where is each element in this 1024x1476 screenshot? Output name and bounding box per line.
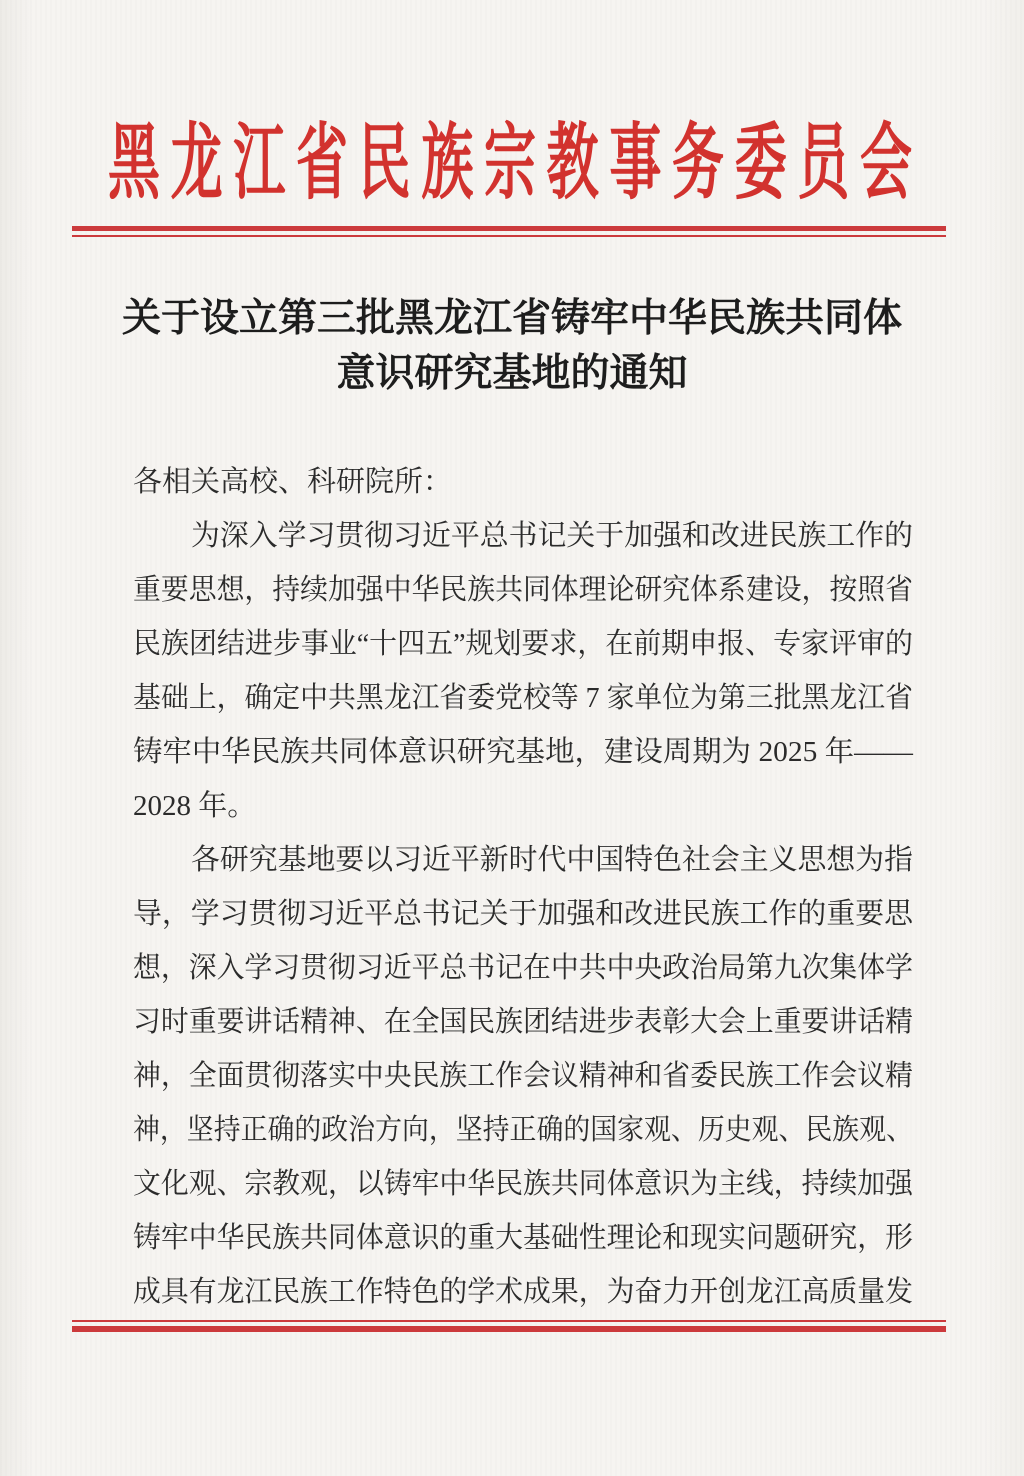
body-line-text: 铸牢中华民族共同体意识的重大基础性理论和现实问题研究，形: [133, 1222, 913, 1254]
salutation-line: [133, 455, 913, 509]
body-line: [133, 671, 913, 725]
body-line-text: 重要思想，持续加强中华民族共同体理论研究体系建设，按照省: [133, 574, 913, 606]
salutation-text: 各相关高校、科研院所：: [133, 466, 453, 498]
body-line: [133, 995, 913, 1049]
body-line: [133, 779, 913, 833]
body-line-text: 想，深入学习贯彻习近平总书记在中共中央政治局第九次集体学: [133, 952, 913, 984]
body-line: [133, 833, 913, 887]
body-line-text: 神，全面贯彻落实中央民族工作会议精神和省委民族工作会议精: [133, 1060, 913, 1092]
body-line-text: 为深入学习贯彻习近平总书记关于加强和改进民族工作的: [191, 520, 913, 552]
letterhead-divider-thin-line: [72, 235, 946, 237]
footer-divider-thick-line: [72, 1326, 946, 1332]
body-line: [133, 563, 913, 617]
body-line-text: 铸牢中华民族共同体意识研究基地，建设周期为 2025 年——: [133, 736, 913, 768]
letterhead-agency-name: 黑龙江省民族宗教事务委员会: [108, 118, 912, 210]
body-line: [133, 1049, 913, 1103]
body-line: [133, 887, 913, 941]
body-line-text: 各研究基地要以习近平新时代中国特色社会主义思想为指: [191, 844, 913, 876]
body-line-text: 文化观、宗教观，以铸牢中华民族共同体意识为主线，持续加强: [133, 1168, 913, 1200]
body-line-text: 导，学习贯彻习近平总书记关于加强和改进民族工作的重要思: [133, 898, 913, 930]
body-line-text: 成具有龙江民族工作特色的学术成果，为奋力开创龙江高质量发: [133, 1276, 913, 1308]
body-line: [133, 509, 913, 563]
body-line: [133, 1265, 913, 1319]
body-line-text: 神，坚持正确的政治方向，坚持正确的国家观、历史观、民族观、: [133, 1114, 913, 1146]
document-title-line1: 关于设立第三批黑龙江省铸牢中华民族共同体: [121, 297, 902, 340]
body-line-text: 习时重要讲话精神、在全国民族团结进步表彰大会上重要讲话精: [133, 1006, 913, 1038]
body-line-text: 基础上，确定中共黑龙江省委党校等 7 家单位为第三批黑龙江省: [133, 682, 913, 714]
body-line: [133, 941, 913, 995]
footer-divider-thin-line: [72, 1320, 946, 1322]
footer-divider: [72, 1320, 946, 1332]
letterhead-divider-thick-line: [72, 226, 946, 231]
document-title-line2: 意识研究基地的通知: [336, 352, 688, 395]
body-line: [133, 1103, 913, 1157]
body-line: [133, 1157, 913, 1211]
letterhead-divider: [72, 226, 946, 237]
body-line-text: 2028 年。: [133, 790, 257, 822]
body-line: [133, 1211, 913, 1265]
document-body: [133, 455, 913, 1319]
body-paragraph-lines: [133, 509, 913, 1319]
document-title: [60, 291, 964, 401]
body-line: [133, 725, 913, 779]
body-line: [133, 617, 913, 671]
body-line-text: 民族团结进步事业“十四五”规划要求，在前期申报、专家评审的: [133, 628, 913, 660]
